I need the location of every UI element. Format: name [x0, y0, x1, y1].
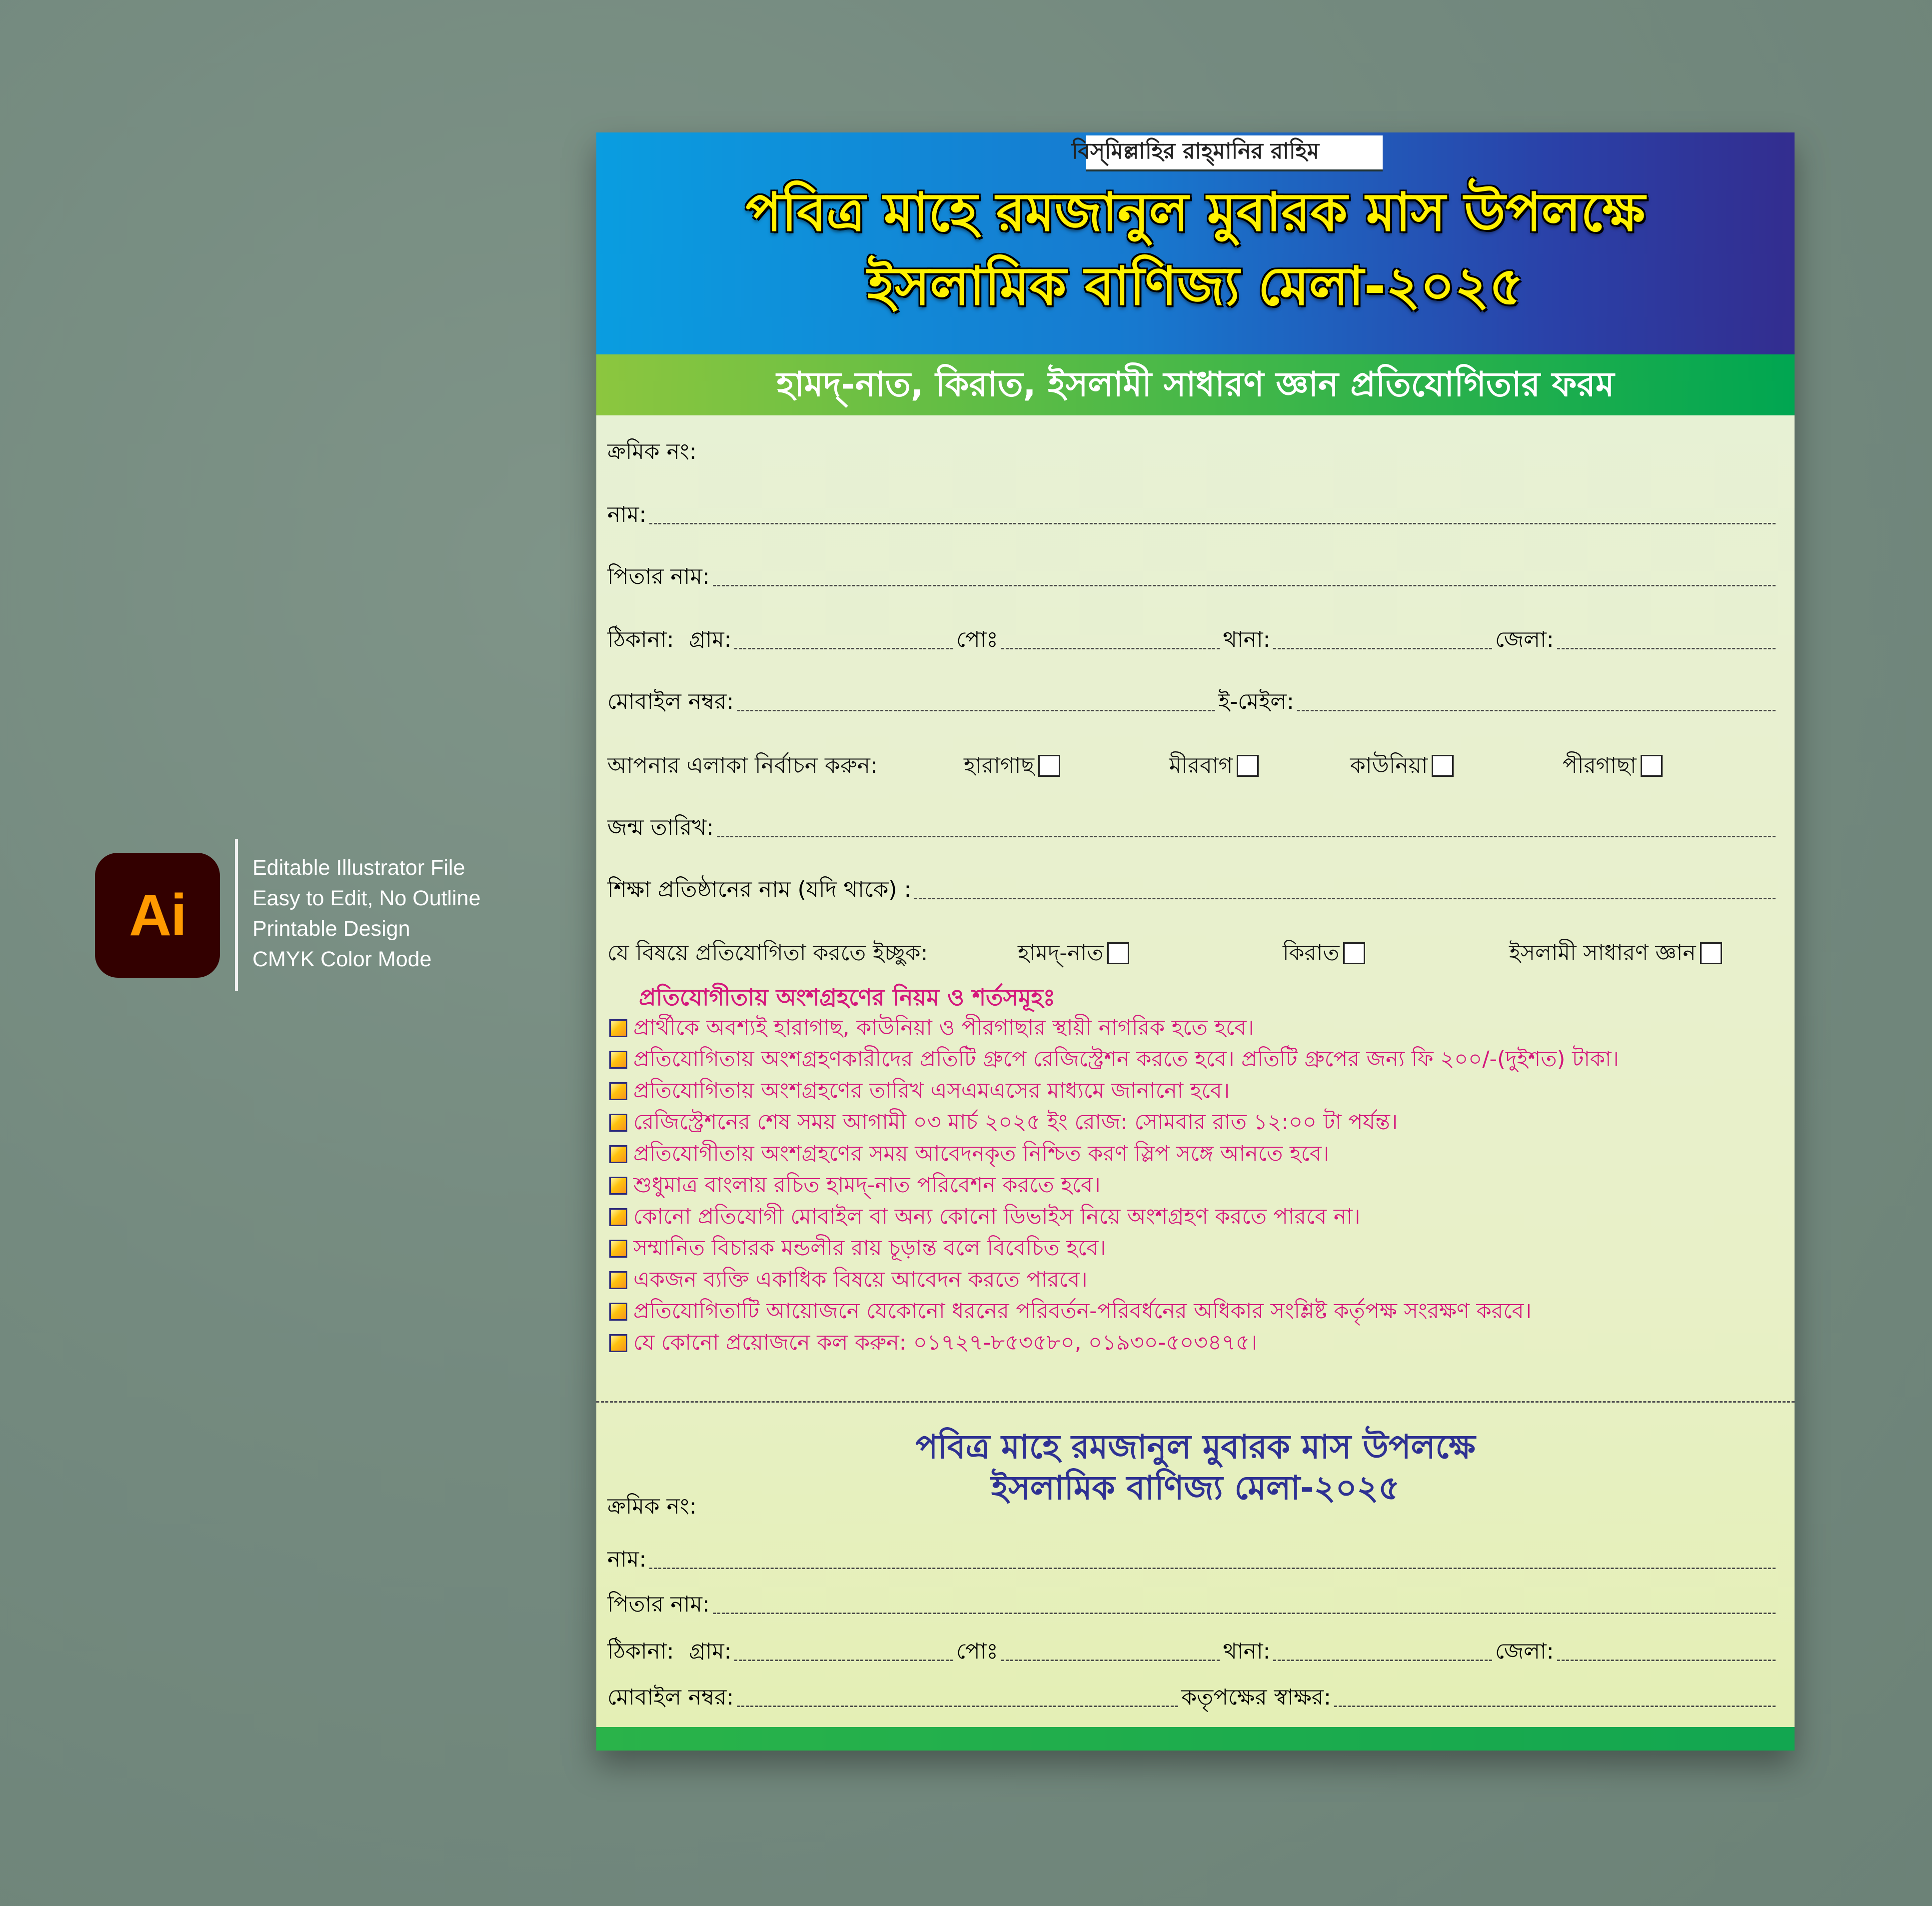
checkbox[interactable] — [1237, 755, 1259, 777]
area-option-pirgachha[interactable] — [1563, 752, 1663, 779]
bullet-icon — [609, 1240, 627, 1258]
post-dotted-line — [1001, 648, 1220, 649]
dob-label: জন্ম তারিখ: — [607, 815, 714, 840]
area-option-kaunia[interactable] — [1350, 752, 1454, 779]
illustrator-logo-text: Ai — [129, 882, 186, 948]
rule-item — [609, 1107, 1619, 1138]
bullet-icon — [609, 1208, 627, 1226]
poster-sheet — [596, 132, 1795, 1751]
headline-line-2: ইসলামিক বাণিজ্য মেলা-২০২৫ — [867, 255, 1524, 317]
feature-item: Easy to Edit, No Outline — [252, 886, 481, 910]
name-dotted-line — [649, 523, 1776, 524]
rule-item — [609, 1044, 1619, 1075]
coupon-signature-label: কতৃপক্ষের স্বাক্ষর: — [1181, 1685, 1331, 1710]
area-option-label: পীরগাছা — [1563, 753, 1637, 778]
area-option-haragach[interactable] — [964, 752, 1060, 779]
checkbox[interactable] — [1343, 942, 1365, 964]
checkbox[interactable] — [1700, 942, 1722, 964]
illustrator-logo-icon — [95, 853, 220, 978]
serial-field[interactable] — [607, 438, 1779, 465]
institution-dotted-line — [914, 898, 1776, 899]
coupon-district-label: জেলা: — [1495, 1639, 1554, 1664]
email-dotted-line — [1297, 710, 1776, 711]
coupon-address-label: ঠিকানা: — [607, 1639, 674, 1664]
rule-text: সম্মানিত বিচারক মন্ডলীর রায় চূড়ান্ত বলে বিবেচিত হবে। — [633, 1236, 1106, 1261]
coupon-thana-label: থানা: — [1223, 1639, 1271, 1664]
checkbox[interactable] — [1038, 755, 1060, 777]
subject-option-label: হামদ্-নাত — [1018, 940, 1104, 966]
area-option-label: হারাগাছ — [964, 753, 1035, 778]
rule-text: কোনো প্রতিযোগী মোবাইল বা অন্য কোনো ডিভাইস নিয়ে অংশগ্রহণ করতে পারবে না। — [633, 1204, 1361, 1229]
feature-item: Editable Illustrator File — [252, 856, 465, 880]
bismillah-text: বিস্‌মিল্লাহির রাহ্‌মানির রাহিম — [1071, 138, 1320, 164]
rules-list — [609, 1012, 1619, 1359]
rule-text: রেজিস্ট্রেশনের শেষ সময় আগামী ০৩ মার্চ ২০২৫ ইং রোজ: সোমবার রাত ১২:০০ টা পর্যন্ত। — [633, 1110, 1398, 1135]
bullet-icon — [609, 1177, 627, 1195]
coupon-district-dotted-line — [1557, 1660, 1776, 1661]
rule-text: একজন ব্যক্তি একাধিক বিষয়ে আবেদন করতে পারবে। — [633, 1267, 1088, 1292]
coupon-name-field[interactable] — [607, 1546, 1779, 1573]
rule-item — [609, 1264, 1619, 1296]
rule-item — [609, 1138, 1619, 1170]
subject-prompt-label: যে বিষয়ে প্রতিযোগিতা করতে ইচ্ছুক: — [607, 940, 928, 966]
coupon-thana-dotted-line — [1273, 1660, 1492, 1661]
subject-option-general-knowledge[interactable] — [1509, 940, 1722, 967]
rules-title: প্রতিযোগীতায় অংশগ্রহণের নিয়ম ও শর্তসমূহঃ — [639, 984, 1056, 1011]
vertical-divider — [235, 839, 238, 991]
area-option-label: কাউনিয়া — [1350, 753, 1428, 778]
coupon-serial-label: ক্রমিক নং: — [607, 1494, 697, 1519]
bullet-icon — [609, 1303, 627, 1321]
form-subtitle-bar: হামদ্-নাত, কিরাত, ইসলামী সাধারণ জ্ঞান প্রতিযোগিতার ফরম — [596, 354, 1795, 415]
name-field[interactable] — [607, 501, 1779, 528]
rule-text: প্রতিযোগিতাটি আয়োজনে যেকোনো ধরনের পরিবর্তন-পরিবর্ধনের অধিকার সংশ্লিষ্ট কর্তৃপক্ষ সংরক্ষণ করবে। — [633, 1299, 1532, 1324]
coupon-title-line-1: পবিত্র মাহে রমজানুল মুবারক মাস উপলক্ষে — [915, 1428, 1476, 1466]
coupon-mobile-signature-field[interactable] — [607, 1684, 1779, 1711]
thana-dotted-line — [1273, 648, 1492, 649]
rule-item — [609, 1327, 1619, 1359]
bullet-icon — [609, 1019, 627, 1037]
subject-option-qirat[interactable] — [1283, 940, 1365, 967]
bullet-icon — [609, 1334, 627, 1352]
mobile-label: মোবাইল নম্বর: — [607, 689, 734, 714]
rule-item — [609, 1012, 1619, 1044]
coupon-title-line-2: ইসলামিক বাণিজ্য মেলা-২০২৫ — [991, 1469, 1400, 1507]
district-dotted-line — [1557, 648, 1776, 649]
headline-line-1: পবিত্র মাহে রমজানুল মুবারক মাস উপলক্ষে — [745, 181, 1646, 243]
mobile-dotted-line — [737, 710, 1215, 711]
institution-label: শিক্ষা প্রতিষ্ঠানের নাম (যদি থাকে) : — [607, 877, 912, 902]
coupon-address-field[interactable] — [607, 1638, 1779, 1665]
address-field[interactable] — [607, 626, 1779, 653]
district-label: জেলা: — [1495, 627, 1554, 652]
coupon-father-name-dotted-line — [713, 1613, 1776, 1614]
coupon-father-name-field[interactable] — [607, 1591, 1779, 1618]
rule-item — [609, 1233, 1619, 1264]
poster-header — [596, 132, 1795, 354]
feature-list — [252, 853, 481, 975]
checkbox[interactable] — [1107, 942, 1129, 964]
post-label: পোঃ — [956, 627, 998, 652]
name-label: নাম: — [607, 502, 647, 527]
bullet-icon — [609, 1271, 627, 1289]
coupon-name-dotted-line — [649, 1568, 1776, 1569]
dob-field[interactable] — [607, 814, 1779, 841]
bullet-icon — [609, 1114, 627, 1132]
coupon-serial-field[interactable] — [607, 1493, 1779, 1520]
rule-text: প্রতিযোগিতায় অংশগ্রহণের তারিখ এসএমএসের মাধ্যমে জানানো হবে। — [633, 1078, 1230, 1103]
feature-item: CMYK Color Mode — [252, 947, 432, 971]
mobile-email-field[interactable] — [607, 688, 1779, 715]
area-prompt — [607, 752, 878, 779]
checkbox[interactable] — [1432, 755, 1454, 777]
rule-text: শুধুমাত্র বাংলায় রচিত হামদ্-নাত পরিবেশন করতে হবে। — [633, 1173, 1101, 1198]
father-name-field[interactable] — [607, 563, 1779, 590]
father-name-label: পিতার নাম: — [607, 564, 710, 589]
rule-text: যে কোনো প্রয়োজনে কল করুন: ০১৭২৭-৮৫৩৫৮০, ০১৯৩০-৫০৩৪৭৫। — [633, 1330, 1258, 1355]
checkbox[interactable] — [1641, 755, 1663, 777]
coupon-name-label: নাম: — [607, 1547, 647, 1572]
area-prompt-label: আপনার এলাকা নির্বাচন করুন: — [607, 753, 878, 778]
village-dotted-line — [734, 648, 953, 649]
subject-option-label: কিরাত — [1283, 940, 1340, 966]
rule-item — [609, 1075, 1619, 1107]
area-option-label: মীরবাগ — [1169, 753, 1233, 778]
rule-item — [609, 1296, 1619, 1327]
bullet-icon — [609, 1145, 627, 1163]
rule-text: প্রতিযোগিতায় অংশগ্রহণকারীদের প্রতিটি গ্রুপে রেজিস্ট্রেশন করতে হবে। প্রতিটি গ্রুপের জন্য ফি ২০০/-(দুইশত) টাকা। — [633, 1047, 1619, 1072]
subject-prompt — [607, 940, 928, 967]
coupon-mobile-label: মোবাইল নম্বর: — [607, 1685, 734, 1710]
tear-off-cut-line — [596, 1401, 1795, 1403]
footer-green-bar — [596, 1727, 1795, 1751]
bullet-icon — [609, 1082, 627, 1100]
father-name-dotted-line — [713, 585, 1776, 586]
feature-item: Printable Design — [252, 917, 410, 941]
subject-option-label: ইসলামী সাধারণ জ্ঞান — [1509, 940, 1696, 966]
coupon-signature-dotted-line — [1334, 1706, 1776, 1707]
address-label: ঠিকানা: — [607, 627, 674, 652]
institution-field[interactable] — [607, 876, 1779, 903]
rule-text: প্রার্থীকে অবশ্যই হারাগাছ, কাউনিয়া ও পীরগাছার স্থায়ী নাগরিক হতে হবে। — [633, 1015, 1254, 1040]
subject-option-hamd-naat[interactable] — [1018, 940, 1129, 967]
village-label: গ্রাম: — [689, 627, 732, 652]
coupon-father-name-label: পিতার নাম: — [607, 1592, 710, 1617]
rule-text: প্রতিযোগীতায় অংশগ্রহণের সময় আবেদনকৃত নিশ্চিত করণ স্লিপ সঙ্গে আনতে হবে। — [633, 1141, 1330, 1166]
coupon-post-label: পোঃ — [956, 1639, 998, 1664]
dob-dotted-line — [717, 836, 1776, 837]
rule-item — [609, 1201, 1619, 1233]
serial-label: ক্রমিক নং: — [607, 439, 697, 464]
rule-item — [609, 1170, 1619, 1201]
area-option-mirbag[interactable] — [1169, 752, 1259, 779]
coupon-village-label: গ্রাম: — [689, 1639, 732, 1664]
coupon-post-dotted-line — [1001, 1660, 1220, 1661]
thana-label: থানা: — [1223, 627, 1271, 652]
email-label: ই-মেইল: — [1218, 689, 1294, 714]
coupon-mobile-dotted-line — [737, 1706, 1178, 1707]
bullet-icon — [609, 1051, 627, 1069]
coupon-village-dotted-line — [734, 1660, 953, 1661]
